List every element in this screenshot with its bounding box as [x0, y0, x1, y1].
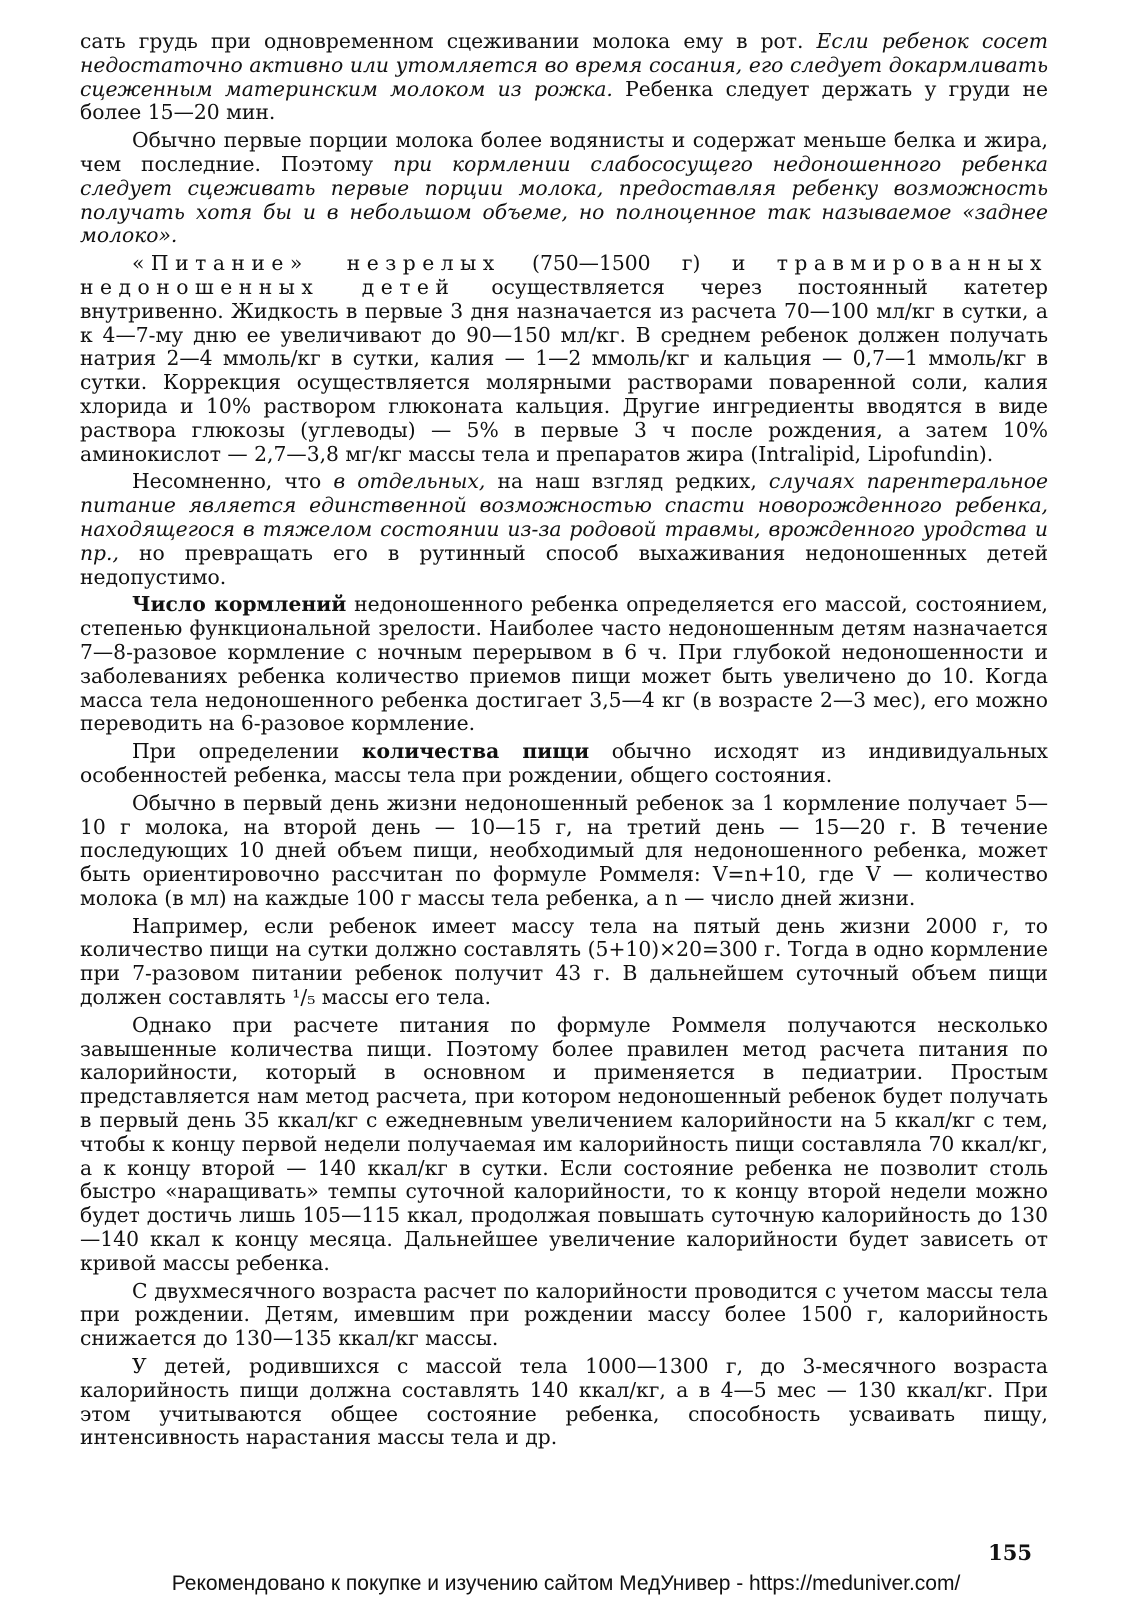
spaced-term: «Питание» незрелых [132, 251, 501, 276]
italic-text: в отдельных, [333, 469, 486, 494]
paragraph [80, 1014, 1048, 1276]
text-segment: Обычно первые порции молока более водянисты и содержат меньше белка и жира, чем последние. Поэтому [80, 128, 1048, 176]
page-number: 155 [988, 1540, 1032, 1565]
bold-term: количества пищи [361, 739, 590, 764]
text-segment: Обычно в первый день жизни недоношенный ребенок за 1 кормление получает 5—10 г молока, на второй день — 10—15 г, на третий день — 15—20 г. В течение последующих 10 дней объем пищи, необходимый для недоношенного ребенка, может быть ориентировочно рассчитан по формуле Роммеля: V=n+10, где V — количество молока (в мл) на каждые 100 г массы тела ребенка, а n — число дней жизни. [80, 790, 1048, 910]
text-segment: осуществляется через постоянный катетер внутривенно. Жидкость в первые 3 дня назначается из расчета 70—100 мл/кг в сутки, а к 4—7-му дню ее увеличивают до 90—150 мл/кг. В среднем ребенок должен получать натрия 2—4 ммоль/кг в сутки, калия — 1—2 ммоль/кг и кальция — 0,7—1 ммоль/кг в сутки. Коррекция осуществляется молярными растворами поваренной соли, калия хлорида и 10% раствором глюконата кальция. Другие ингредиенты вводятся в виде раствора глюкозы (углеводы) — 5% в первые 3 ч после рождения, а затем 10% аминокислот — 2,7—3,8 мг/кг массы тела и препаратов жира (Intralipid, Lipofundin). [80, 274, 1048, 466]
paragraph [80, 740, 1048, 788]
italic-text: Если ребенок сосет недостаточно активно или утомляется во время сосания, его следует докармливать сцеженным материнским молоком из рожка. [80, 29, 1048, 101]
paragraph [80, 593, 1048, 736]
text-segment: недоношенного ребенка определяется его массой, состоянием, степенью функциональной зрелости. Наиболее часто недоношенным детям назначается 7—8-разовое кормление с ночным перерывом в 6 ч. При глубокой недоношенности и заболеваниях ребенка количество приемов пищи может быть увеличено до 10. Когда масса тела недоношенного ребенка достигает 3,5—4 кг (в возрасте 2—3 мес), его можно переводить на 6-разовое кормление. [80, 592, 1048, 736]
text-segment: Ребенка следует держать у груди не более 15—20 мин. [80, 76, 1049, 125]
paragraph [80, 129, 1048, 248]
text-segment: но превращать его в рутинный способ выхаживания недоношенных детей недопустимо. [80, 540, 1048, 589]
body-text [80, 30, 1048, 1450]
paragraph [80, 915, 1048, 1010]
text-segment: Однако при расчете питания по формуле Роммеля получаются несколько завышенные количества пищи. Поэтому более правилен метод расчета питания по калорийности, который в основном и применяется в педиатрии. Простым представляется нам метод расчета, при котором недоношенный ребенок будет получать в первый день 35 ккал/кг с ежедневным увеличением калорийности на 5 ккал/кг с тем, чтобы к концу первой недели получаемая им калорийность пищи составляла 70 ккал/кг, а к концу второй — 140 ккал/кг в сутки. Если состояние ребенка не позволит столь быстро «наращивать» темпы суточной калорийности, то к концу второй недели можно будет достичь лишь 105—115 ккал, продолжая повышать суточную калорийность до 130—140 ккал к концу месяца. Дальнейшее увеличение калорийности будет зависеть от кривой массы ребенка. [80, 1012, 1048, 1275]
text-segment: Несомненно, что [132, 469, 334, 494]
paragraph [80, 30, 1048, 125]
text-segment: на наш взгляд редких, [485, 469, 769, 494]
paragraph [80, 252, 1048, 466]
paragraph [80, 1355, 1048, 1450]
text-segment: У детей, родившихся с массой тела 1000—1300 г, до 3-месячного возраста калорийность пищи должна составлять 140 ккал/кг, а в 4—5 мес — 130 ккал/кг. При этом учитываются общее состояние ребенка, способность усваивать пищу, интенсивность нарастания массы тела и др. [80, 1354, 1048, 1450]
paragraph [80, 470, 1048, 589]
text-segment: обычно исходят из индивидуальных особенностей ребенка, массы тела при рождении, общего состояния. [80, 739, 1048, 787]
italic-text: случаях парентеральное питание является единственной возможностью спасти новорожденного ребенка, находящегося в тяжелом состоянии из-за родовой травмы, врожденного уродства и пр., [80, 469, 1048, 565]
bold-term: Число кормлений [132, 592, 347, 617]
paragraph [80, 792, 1048, 911]
text-segment: С двухмесячного возраста расчет по калорийности проводится с учетом массы тела при рождении. Детям, имевшим при рождении массу более 1500 г, калорийность снижается до 130—135 ккал/кг массы. [80, 1278, 1048, 1351]
footer-link-text: Рекомендовано к покупке и изучению сайтом МедУнивер - https://meduniver.com/ [171, 1572, 961, 1595]
text-segment: (750—1500 г) и [500, 251, 777, 276]
text-segment: При определении [132, 739, 362, 764]
text-segment: Например, если ребенок имеет массу тела на пятый день жизни 2000 г, то количество пищи на сутки должно составлять (5+10)×20=300 г. Тогда в одно кормление при 7-разовом питании ребенок получит 43 г. В дальнейшем суточный объем пищи должен составлять ¹/₅ массы его тела. [80, 913, 1048, 1010]
paragraph [80, 1280, 1048, 1351]
spaced-term: травмированных недоношенных детей [80, 251, 1048, 299]
italic-text: при кормлении слабососущего недоношенного ребенка следует сцеживать первые порции молока, предоставляя ребенку возможность получать хотя бы и в небольшом объеме, но полноценное так называемое «заднее молоко». [80, 151, 1048, 248]
text-segment: сать грудь при одновременном сцеживании молока ему в рот. [80, 29, 817, 53]
